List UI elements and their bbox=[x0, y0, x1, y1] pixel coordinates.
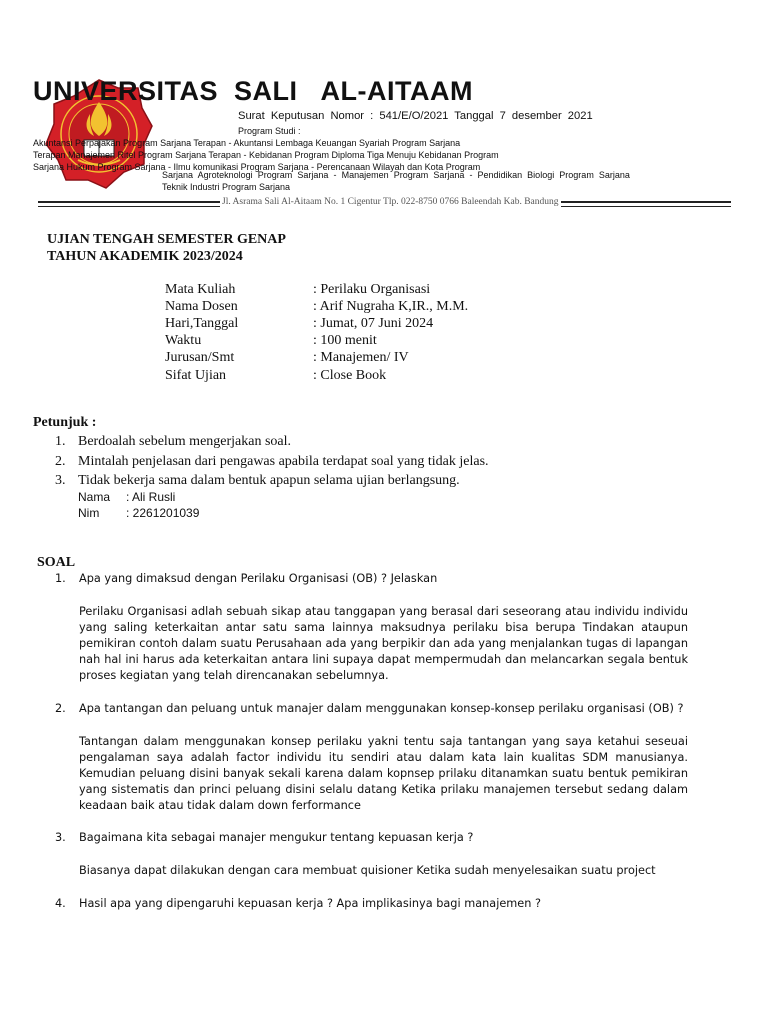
university-name: UNIVERSITAS SALI AL-AITAAM bbox=[33, 76, 473, 106]
program-line: Teknik Industri Program Sarjana bbox=[162, 182, 291, 192]
answer: Perilaku Organisasi adlah sebuah sikap atau tanggapan yang berasal dari seseorang atau individu individu yang saling keterkaitan antar satu sama lainnya maksudnya perilaku bisa berupa Tindakan ataupun pemikiran contoh dalam suatu Perusahaan ada yang berpikir dan ada yang menjalankan tugas di lapangan nah hal ini harus ada keterkaitan antara lini supaya dapat mempermudah dan melancarkan segala bentuk proses kegiatan yang telah direncanakan sebelumnya. bbox=[79, 605, 688, 682]
student-name-label: Nama bbox=[78, 490, 111, 504]
info-label: Hari,Tanggal bbox=[165, 316, 239, 331]
question-number: 3. bbox=[55, 831, 66, 844]
instruction-item bbox=[55, 434, 291, 450]
soal-title: SOAL bbox=[37, 555, 76, 570]
program-line: Sarjana Hukum Program Sarjana - Ilmu komunikasi Program Sarjana - Perencanaan Wilayah dan Kota Program bbox=[33, 162, 481, 172]
item-text: Mintalah penjelasan dari pengawas apabila terdapat soal yang tidak jelas. bbox=[78, 454, 489, 469]
info-row-hari-tanggal bbox=[165, 316, 433, 332]
question-number: 4. bbox=[55, 897, 66, 910]
info-row-sifat-ujian bbox=[165, 368, 386, 384]
program-line: Akuntansi Perpajakan Program Sarjana Terapan - Akuntansi Lembaga Keuangan Syariah Program Sarjana bbox=[33, 138, 461, 148]
info-value: : Arif Nugraha K,IR., M.M. bbox=[313, 299, 469, 314]
info-label: Mata Kuliah bbox=[165, 282, 236, 297]
question bbox=[55, 702, 683, 715]
answer: Biasanya dapat dilakukan dengan cara membuat quisioner Ketika sudah menyelesaikan suatu project bbox=[79, 864, 656, 877]
info-value: : 100 menit bbox=[313, 333, 377, 348]
info-label: Waktu bbox=[165, 333, 202, 348]
instruction-item bbox=[55, 473, 460, 489]
info-label: Nama Dosen bbox=[165, 299, 238, 314]
question-number: 1. bbox=[55, 572, 66, 585]
exam-title: UJIAN TENGAH SEMESTER GENAP bbox=[47, 232, 286, 247]
question bbox=[55, 897, 541, 910]
decree-number: Surat Keputusan Nomor : 541/E/O/2021 Tanggal 7 desember 2021 bbox=[238, 110, 593, 122]
item-text: Berdoalah sebelum mengerjakan soal. bbox=[78, 434, 292, 449]
question-number: 2. bbox=[55, 702, 66, 715]
item-number: 1. bbox=[55, 434, 66, 449]
student-name bbox=[78, 490, 175, 504]
question bbox=[55, 572, 437, 585]
instruction-item bbox=[55, 454, 489, 470]
info-value: : Close Book bbox=[313, 368, 387, 383]
info-value: : Manajemen/ IV bbox=[313, 350, 409, 365]
student-nim bbox=[78, 506, 199, 520]
question-text: Bagaimana kita sebagai manajer mengukur tentang kepuasan kerja ? bbox=[79, 831, 474, 844]
info-row-mata-kuliah bbox=[165, 282, 430, 298]
student-nim-value: : 2261201039 bbox=[126, 506, 200, 520]
info-row-waktu bbox=[165, 333, 377, 349]
item-number: 2. bbox=[55, 454, 66, 469]
info-row-jurusan bbox=[165, 350, 409, 366]
info-label: Sifat Ujian bbox=[165, 368, 227, 383]
student-name-value: : Ali Rusli bbox=[126, 490, 176, 504]
item-text: Tidak bekerja sama dalam bentuk apapun selama ujian berlangsung. bbox=[78, 473, 460, 488]
academic-year: TAHUN AKADEMIK 2023/2024 bbox=[47, 249, 243, 264]
info-value: : Jumat, 07 Juni 2024 bbox=[313, 316, 434, 331]
info-row-nama-dosen bbox=[165, 299, 468, 315]
student-nim-label: Nim bbox=[78, 506, 100, 520]
info-value: : Perilaku Organisasi bbox=[313, 282, 431, 297]
question-text: Apa yang dimaksud dengan Perilaku Organisasi (OB) ? Jelaskan bbox=[79, 572, 438, 585]
info-label: Jurusan/Smt bbox=[165, 350, 235, 365]
question-text: Apa tantangan dan peluang untuk manajer dalam menggunakan konsep-konsep perilaku organisasi (OB) ? bbox=[79, 702, 684, 715]
program-line: Terapan Manajemen Ritel Program Sarjana Terapan - Kebidanan Program Diploma Tiga Menuju Kebidanan Program bbox=[33, 150, 499, 160]
program-line: Sarjana Agroteknologi Program Sarjana - Manajemen Program Sarjana - Pendidikan Biologi Program Sarjana bbox=[162, 170, 630, 180]
question-text: Hasil apa yang dipengaruhi kepuasan kerja ? Apa implikasinya bagi manajemen ? bbox=[79, 897, 542, 910]
instructions-title: Petunjuk : bbox=[33, 415, 97, 430]
item-number: 3. bbox=[55, 473, 66, 488]
question bbox=[55, 831, 473, 844]
address: Jl. Asrama Sali Al-Aitaam No. 1 Cigentur Tlp. 022-8750 0766 Baleendah Kab. Bandung bbox=[222, 197, 559, 207]
answer: Tantangan dalam menggunakan konsep perilaku yakni tentu saja tantangan yang saya ketahui seseuai pengalaman saya adalah factor individu itu sendiri atau dalam kata lain kualitas SDM manusianya. Kemudian peluang disini banyak sekali karena dalam kopnsep prilaku ditanamkan suatu bentuk pemikiran yang sistematis dan princi peluang disini selalu datang Ketika prilaku manajemen tersebut sedang dalam keadaan baik atau tidak dalam down ferformance bbox=[79, 735, 688, 812]
program-studi-label: Program Studi : bbox=[238, 126, 301, 136]
